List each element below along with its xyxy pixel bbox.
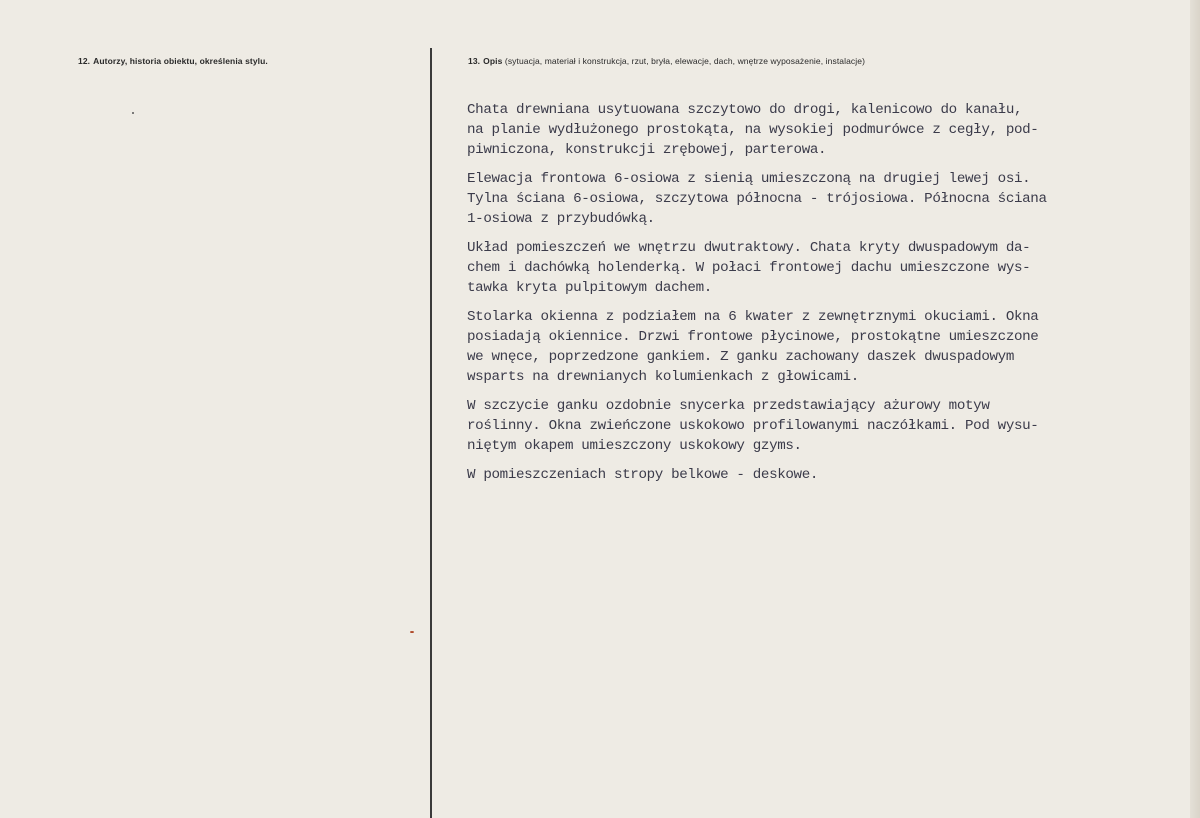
page-edge xyxy=(1190,0,1200,818)
text-line: Układ pomieszczeń we wnętrzu dwutraktowy. Chata kryty dwuspadowym da- xyxy=(467,240,1031,256)
text-line: Stolarka okienna z podziałem na 6 kwater z zewnętrznymi okuciami. Okna xyxy=(467,309,1039,325)
field-13-number: 13. xyxy=(468,56,481,66)
paragraph xyxy=(467,238,1172,298)
text-line: Tylna ściana 6-osiowa, szczytowa północna - trójosiowa. Północna ściana xyxy=(467,191,1047,207)
text-line: chem i dachówką holenderką. W połaci frontowej dachu umieszczone wys- xyxy=(467,260,1031,276)
field-12-title: Autorzy, historia obiektu, określenia stylu. xyxy=(93,56,268,66)
text-line: we wnęce, poprzedzone gankiem. Z ganku zachowany daszek dwuspadowym xyxy=(467,349,1014,365)
text-line: Elewacja frontowa 6-osiowa z sienią umieszczoną na drugiej lewej osi. xyxy=(467,171,1031,187)
paragraph xyxy=(467,307,1172,387)
paragraph xyxy=(467,396,1172,456)
field-13-subtitle: (sytuacja, materiał i konstrukcja, rzut, bryła, elewacje, dach, wnętrze wyposażenie, instalacje) xyxy=(504,56,866,66)
text-line: tawka kryta pulpitowym dachem. xyxy=(467,280,712,296)
text-line: na planie wydłużonego prostokąta, na wysokiej podmurówce z cegły, pod- xyxy=(467,122,1039,138)
paragraph xyxy=(467,100,1172,160)
paragraph xyxy=(467,169,1172,229)
text-line: roślinny. Okna zwieńczone uskokowo profilowanymi naczółkami. Pod wysu- xyxy=(467,418,1039,434)
paper-speck xyxy=(410,631,414,633)
text-line: Chata drewniana usytuowana szczytowo do drogi, kalenicowo do kanału, xyxy=(467,102,1023,118)
description-text xyxy=(467,100,1172,494)
paragraph xyxy=(467,465,1172,485)
field-12-number: 12. xyxy=(78,56,91,66)
text-line: niętym okapem umieszczony uskokowy gzyms. xyxy=(467,438,802,454)
field-12-label xyxy=(78,56,268,66)
text-line: posiadają okiennice. Drzwi frontowe płycinowe, prostokątne umieszczone xyxy=(467,329,1039,345)
text-line: 1-osiowa z przybudówką. xyxy=(467,211,655,227)
text-line: wsparts na drewnianych kolumienkach z głowicami. xyxy=(467,369,859,385)
paper-speck xyxy=(132,112,134,114)
text-line: piwniczona, konstrukcji zrębowej, parterowa. xyxy=(467,142,827,158)
field-13-title: Opis xyxy=(483,56,503,66)
field-13-label xyxy=(468,56,865,66)
text-line: W szczycie ganku ozdobnie snycerka przedstawiający ażurowy motyw xyxy=(467,398,990,414)
column-divider xyxy=(430,48,432,818)
text-line: W pomieszczeniach stropy belkowe - deskowe. xyxy=(467,467,819,483)
